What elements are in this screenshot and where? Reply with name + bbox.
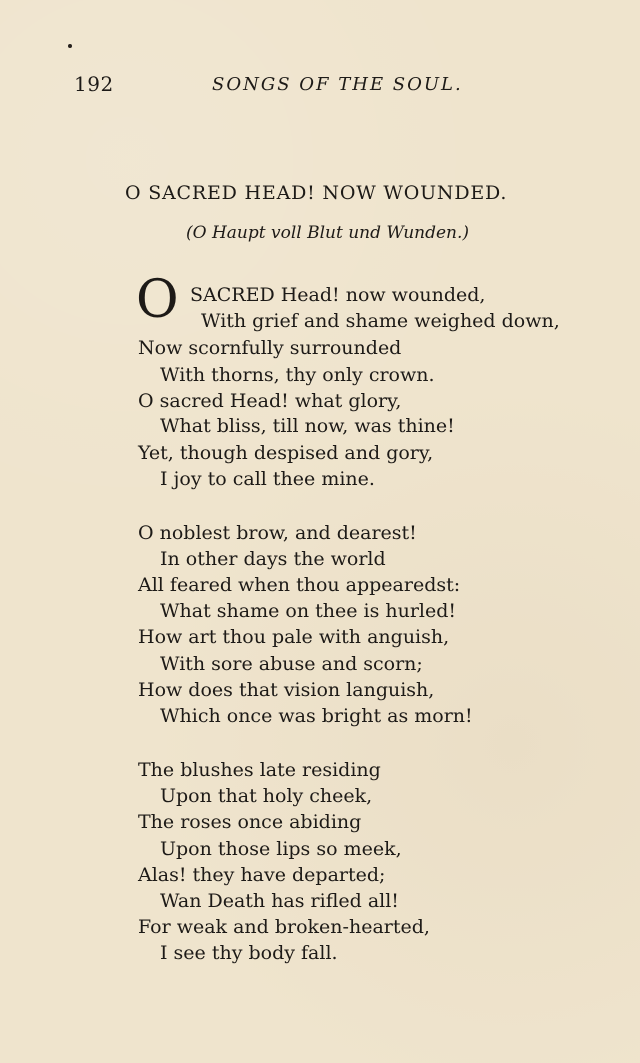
poem-line: Which once was bright as morn! [160,705,473,727]
running-head: SONGS OF THE SOUL. [212,74,463,95]
poem-line: With thorns, thy only crown. [160,364,435,386]
poem-subtitle: (O Haupt voll Blut und Wunden.) [186,223,470,243]
poem-title: O SACRED HEAD! NOW WOUNDED. [125,182,508,204]
page-number: 192 [74,72,114,96]
poem-line: Now scornfully surrounded [138,337,402,359]
poem-line: Upon those lips so meek, [160,838,402,860]
drop-cap: O [136,270,179,330]
poem-line: With grief and shame weighed down, [201,310,560,332]
poem-line: O sacred Head! what glory, [138,390,402,412]
poem-line: Upon that holy cheek, [160,785,373,807]
poem-line: How does that vision languish, [138,679,435,701]
poem-line: The blushes late residing [138,759,381,781]
poem-line: I joy to call thee mine. [160,468,375,490]
poem-line: What shame on thee is hurled! [160,600,457,622]
poem-line: O noblest brow, and dearest! [138,522,417,544]
poem-line: The roses once abiding [138,811,362,833]
poem-line: Alas! they have departed; [138,864,386,886]
poem-line: In other days the world [160,548,386,570]
ink-mark [68,44,72,48]
poem-line: How art thou pale with anguish, [138,626,450,648]
poem-line: With sore abuse and scorn; [160,653,423,675]
poem-line: Wan Death has rifled all! [160,890,399,912]
poem-line: What bliss, till now, was thine! [160,415,455,437]
poem-line: For weak and broken-hearted, [138,916,430,938]
poem-line: Yet, though despised and gory, [138,442,434,464]
poem-line: SACRED Head! now wounded, [190,284,486,306]
poem-line: All feared when thou appearedst: [138,574,461,596]
poem-line: I see thy body fall. [160,942,338,964]
